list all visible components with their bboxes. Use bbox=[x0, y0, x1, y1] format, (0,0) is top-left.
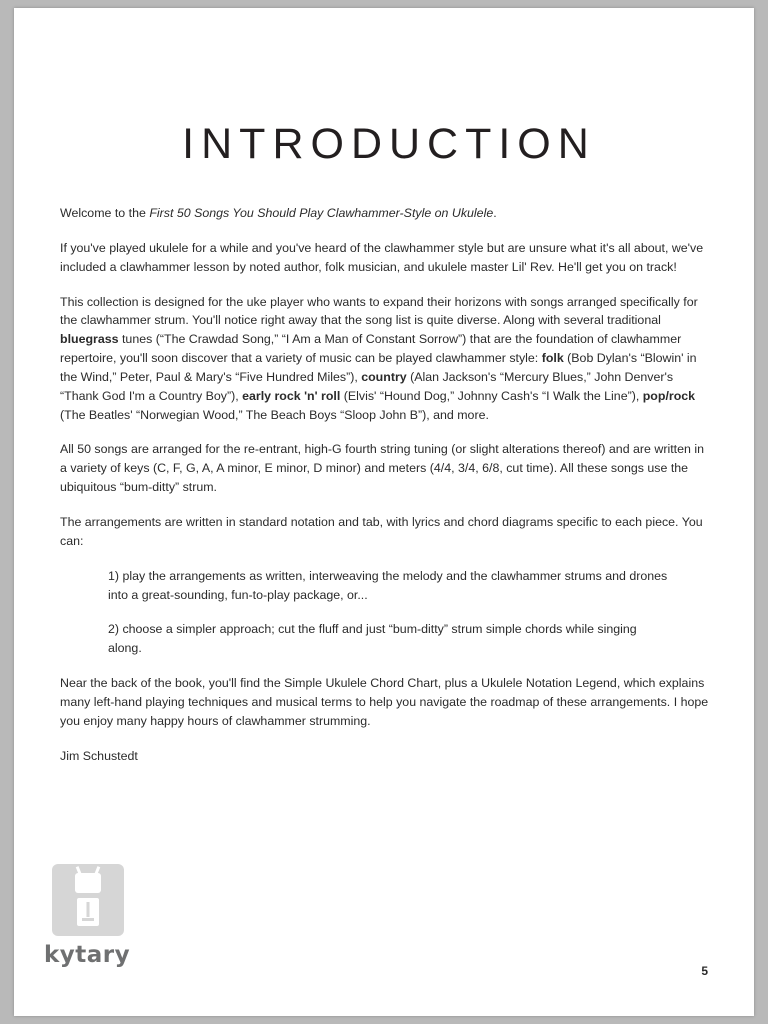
list-item-2: 2) choose a simpler approach; cut the fluff and just “bum-ditty” strum simple chords while singing along. bbox=[108, 622, 637, 656]
collection-text-i: (Elvis' “Hound Dog,” Johnny Cash's “I Walk the Line”), bbox=[340, 388, 643, 403]
document-page bbox=[14, 8, 754, 1016]
robot-icon bbox=[52, 864, 124, 936]
genre-folk: folk bbox=[541, 351, 564, 366]
paragraph-back-of-book: Near the back of the book, you'll find the Simple Ukulele Chord Chart, plus a Ukulele Notation Legend, which explains many left-hand playing techniques and musical terms to help you navigate the roadmap of these arrangements. I hope you enjoy many happy hours of clawhammer strumming. bbox=[60, 676, 709, 728]
page-number: 5 bbox=[701, 964, 708, 978]
page-title: INTRODUCTION bbox=[182, 120, 596, 168]
paragraph-tuning: All 50 songs are arranged for the re-entrant, high-G fourth string tuning (or slight alterations thereof) and are written in a variety of keys (C, F, G, A, A minor, E minor, D minor) and meters (4/4, 3/4, 6/8, cut time). All these songs use the ubiquitous “bum-ditty” strum. bbox=[60, 442, 704, 495]
welcome-text-post: . bbox=[493, 206, 497, 220]
watermark-logo bbox=[44, 864, 154, 968]
watermark-brand: kytary bbox=[44, 942, 131, 968]
paragraph-lesson: If you've played ukulele for a while and you've heard of the clawhammer style but are unsure what it's all about, we've included a clawhammer lesson by noted author, folk musician, and ukulele master Lil' Rev. He'll get you on track! bbox=[60, 240, 704, 274]
collection-text-g: (Alan Jackson's “Mercury Blues,” John Denver's “Thank God I'm a Country Boy”), bbox=[60, 369, 674, 403]
collection-text-a: This collection is designed for the uke player who wants to expand their horizons with songs arranged specifically for the clawhammer strum. You'll notice right away that the song list is quite diverse. Along with several traditional bbox=[60, 294, 698, 328]
book-title: First 50 Songs You Should Play Clawhammer-Style on Ukulele bbox=[149, 206, 494, 220]
collection-text-e: (Bob Dylan's “Blowin' in the Wind,” Peter, Paul & Mary's “Five Hundred Miles”), bbox=[60, 351, 697, 384]
genre-bluegrass: bluegrass bbox=[60, 332, 119, 347]
author-signature: Jim Schustedt bbox=[60, 748, 138, 763]
paragraph-arrangements: The arrangements are written in standard notation and tab, with lyrics and chord diagrams specific to each piece. You can: bbox=[60, 514, 703, 548]
robot-head-icon bbox=[75, 873, 101, 893]
genre-early-rock: early rock 'n' roll bbox=[242, 388, 341, 403]
genre-country: country bbox=[361, 369, 407, 384]
robot-body-icon bbox=[77, 898, 99, 926]
paragraph-welcome bbox=[60, 204, 712, 223]
genre-pop-rock: pop/rock bbox=[642, 388, 696, 403]
list-item-1: 1) play the arrangements as written, interweaving the melody and the clawhammer strums and drones into a great-sounding, fun-to-play package, or... bbox=[108, 568, 668, 602]
paragraph-collection bbox=[60, 293, 712, 425]
collection-text-c: tunes (“The Crawdad Song,” “I Am a Man of Constant Sorrow”) that are the foundation of clawhammer repertoire, you'll soon discover that a variety of music can be played clawhammer style: bbox=[60, 332, 682, 366]
collection-text-k: (The Beatles' “Norwegian Wood,” The Beach Boys “Sloop John B”), and more. bbox=[60, 407, 489, 422]
document-body bbox=[60, 204, 712, 781]
welcome-text-pre: Welcome to the bbox=[60, 206, 150, 220]
